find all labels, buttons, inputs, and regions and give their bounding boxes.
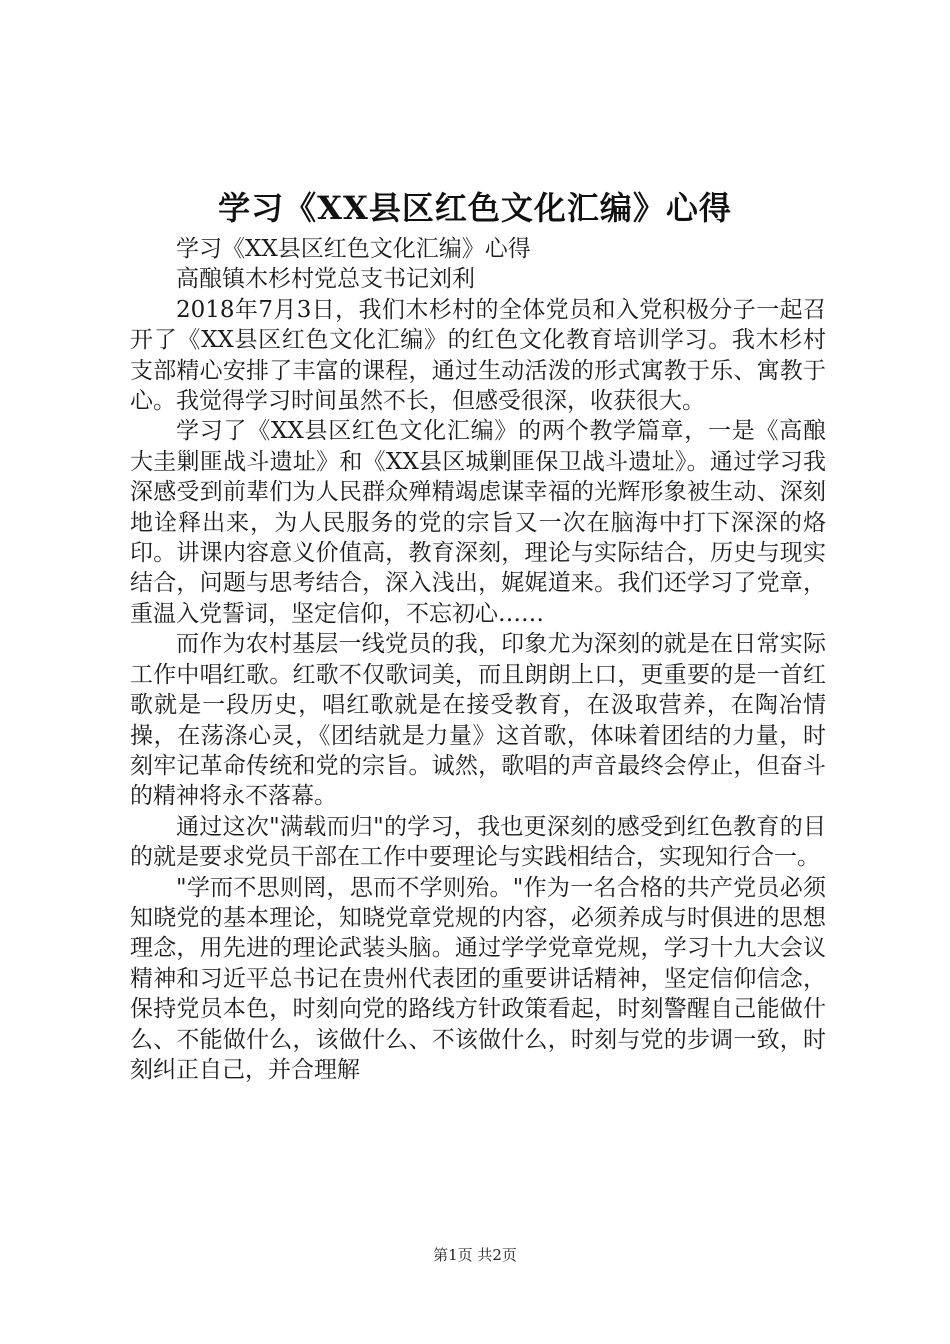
document-body [130,234,826,1085]
paragraph-author: 高酿镇木杉村党总支书记刘利 [176,266,475,293]
document-title: 学习《XX县区红色文化汇编》心得 [218,189,732,227]
paragraph-intro: 2018年7月3日，我们木杉村的全体党员和入党积极分子一起召开了《XX县区红色文化汇编》的红色文化教育培训学习。我木杉村支部精心安排了丰富的课程，通过生动活泼的形式寓教于乐、寓教于心。我觉得学习时间虽然不长，但感受很深，收获很大。 [130,296,826,415]
paragraph-knowledge-action: 通过这次"满载而归"的学习，我也更深刻的感受到红色教育的目的就是要求党员干部在工作中要理论与实践相结合，实现知行合一。 [130,813,826,871]
paragraph-subtitle: 学习《XX县区红色文化汇编》心得 [176,236,531,262]
paragraph-theory: "学而不思则罔，思而不学则殆。"作为一名合格的共产党员必须知晓党的基本理论，知晓党章党规的内容，必须养成与时俱进的思想理念，用先进的理论武装头脑。通过学学党章党规，学习十九大会议精神和习近平总书记在贵州代表团的重要讲话精神，坚定信仰信念，保持党员本色，时刻向党的路线方针政策看起，时刻警醒自己能做什么、不能做什么，该做什么、不该做什么，时刻与党的步调一致，时刻纠正自己，并合理解 [130,874,826,1083]
page-number: 第1页 共2页 [433,1246,517,1264]
paragraph-red-songs: 而作为农村基层一线党员的我，印象尤为深刻的就是在日常实际工作中唱红歌。红歌不仅歌词美，而且朗朗上口，更重要的是一首红歌就是一段历史，唱红歌就是在接受教育，在汲取营养，在陶冶情操，在荡涤心灵，《团结就是力量》这首歌，体味着团结的力量，时刻牢记革命传统和党的宗旨。诚然，歌唱的声音最终会停止，但奋斗的精神将永不落幕。 [130,631,826,810]
paragraph-chapters: 学习了《XX县区红色文化汇编》的两个教学篇章，一是《高酿大圭剿匪战斗遗址》和《XX县区城剿匪保卫战斗遗址》。通过学习我深感受到前辈们为人民群众殚精竭虑谋幸福的光辉形象被生动、深刻地诠释出来，为人民服务的党的宗旨又一次在脑海中打下深深的烙印。讲课内容意义价值高，教育深刻，理论与实际结合，历史与现实结合，问题与思考结合，深入浅出，娓娓道来。我们还学习了党章，重温入党誓词，坚定信仰，不忘初心…… [130,418,826,627]
